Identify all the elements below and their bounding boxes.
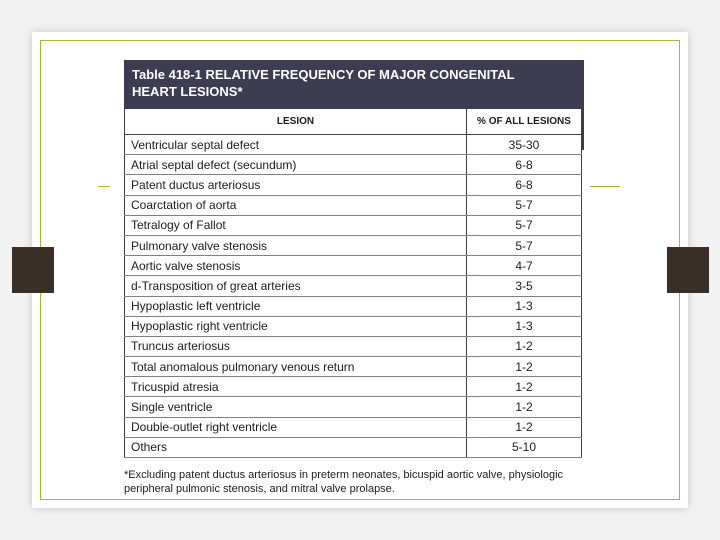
table-image <box>110 42 590 494</box>
percent-cell: 5-7 <box>467 195 582 215</box>
footnote-line-2: peripheral pulmonic stenosis, and mitral valve prolapse. <box>124 483 395 495</box>
lesion-cell: d-Transposition of great arteries <box>125 276 467 296</box>
table-footnote <box>124 468 584 496</box>
lesion-cell: Single ventricle <box>125 397 467 417</box>
table-title-line-2: HEART LESIONS* <box>132 84 243 99</box>
lesion-cell: Tricuspid atresia <box>125 377 467 397</box>
lesion-cell: Total anomalous pulmonary venous return <box>125 357 467 377</box>
lesion-frequency-table <box>124 108 582 458</box>
table-row <box>125 357 582 377</box>
table-body <box>125 135 582 458</box>
table-title <box>132 66 532 100</box>
lesion-cell: Ventricular septal defect <box>125 135 467 155</box>
table-row <box>125 437 582 457</box>
percent-cell: 1-2 <box>467 397 582 417</box>
percent-cell: 1-2 <box>467 417 582 437</box>
percent-cell: 5-7 <box>467 215 582 235</box>
column-header-percent: % OF ALL LESIONS <box>467 109 582 135</box>
lesion-cell: Double-outlet right ventricle <box>125 417 467 437</box>
lesion-cell: Tetralogy of Fallot <box>125 215 467 235</box>
table-row <box>125 215 582 235</box>
percent-cell: 5-7 <box>467 235 582 255</box>
percent-cell: 3-5 <box>467 276 582 296</box>
lesion-cell: Hypoplastic left ventricle <box>125 296 467 316</box>
lesion-cell: Others <box>125 437 467 457</box>
table-row <box>125 397 582 417</box>
percent-cell: 5-10 <box>467 437 582 457</box>
lesion-cell: Patent ductus arteriosus <box>125 175 467 195</box>
percent-cell: 1-2 <box>467 336 582 356</box>
table-row <box>125 316 582 336</box>
lesion-cell: Aortic valve stenosis <box>125 256 467 276</box>
table-row <box>125 296 582 316</box>
table-row <box>125 175 582 195</box>
side-tab-right <box>667 247 709 293</box>
percent-cell: 6-8 <box>467 175 582 195</box>
table-title-line-1: Table 418-1 RELATIVE FREQUENCY OF MAJOR CONGENITAL <box>132 67 515 82</box>
table-row <box>125 276 582 296</box>
percent-cell: 35-30 <box>467 135 582 155</box>
percent-cell: 6-8 <box>467 155 582 175</box>
percent-cell: 4-7 <box>467 256 582 276</box>
percent-cell: 1-3 <box>467 316 582 336</box>
percent-cell: 1-2 <box>467 357 582 377</box>
table-header-row <box>125 109 582 135</box>
table-row <box>125 417 582 437</box>
side-tab-left <box>12 247 54 293</box>
table-row <box>125 256 582 276</box>
lesion-cell: Atrial septal defect (secundum) <box>125 155 467 175</box>
footnote-line-1: *Excluding patent ductus arteriosus in preterm neonates, bicuspid aortic valve, physiologic <box>124 469 564 481</box>
column-header-lesion: LESION <box>125 109 467 135</box>
percent-cell: 1-3 <box>467 296 582 316</box>
table-row <box>125 155 582 175</box>
lesion-cell: Pulmonary valve stenosis <box>125 235 467 255</box>
table-row <box>125 377 582 397</box>
table-row <box>125 195 582 215</box>
table-row <box>125 235 582 255</box>
percent-cell: 1-2 <box>467 377 582 397</box>
table-row <box>125 336 582 356</box>
lesion-cell: Hypoplastic right ventricle <box>125 316 467 336</box>
table-row <box>125 135 582 155</box>
lesion-cell: Coarctation of aorta <box>125 195 467 215</box>
lesion-cell: Truncus arteriosus <box>125 336 467 356</box>
